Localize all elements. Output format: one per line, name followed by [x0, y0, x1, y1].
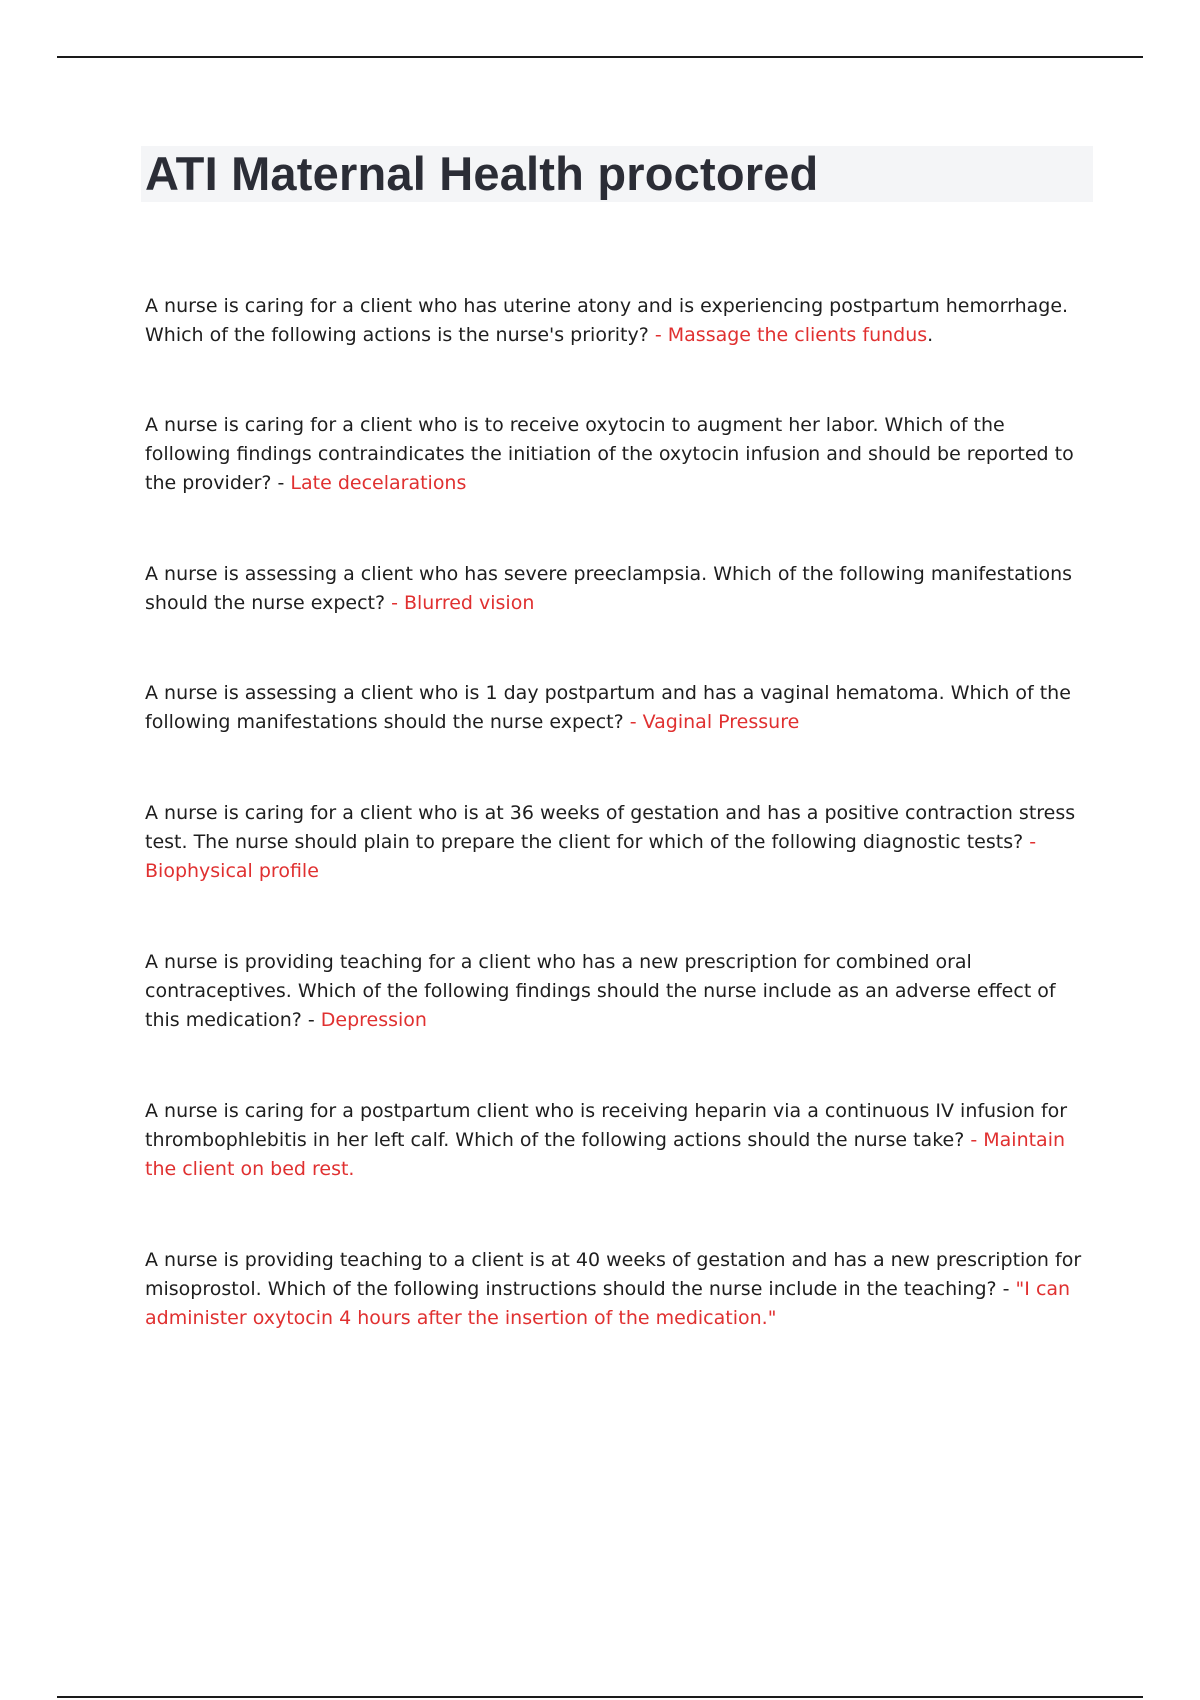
answer-text: - Maintain the client on bed rest.: [145, 1129, 1066, 1180]
answer-text: - Blurred vision: [385, 592, 535, 614]
answer-text: Late decelarations: [284, 472, 467, 494]
question-text: A nurse is assessing a client who is 1 day postpartum and has a vaginal hematoma. Which of the following manifestations should the nurse expect?: [145, 682, 1071, 733]
bottom-rule: [57, 1696, 1143, 1698]
answer-text: - Massage the clients fundus: [648, 324, 928, 346]
qa-item-7: [145, 1097, 1095, 1184]
question-text: A nurse is caring for a client who is to receive oxytocin to augment her labor. Which of the following findings contraindicates the initiation of the oxytocin infusion and should be reported to the provider? -: [145, 414, 1074, 494]
question-text: A nurse is providing teaching to a client is at 40 weeks of gestation and has a new prescription for misoprostol. Which of the following instructions should the nurse include in the teaching? -: [145, 1249, 1082, 1300]
answer-text: - Biophysical profile: [145, 831, 1037, 882]
answer-suffix: .: [927, 324, 934, 346]
answer-text: Depression: [314, 1009, 427, 1031]
question-text: A nurse is providing teaching for a client who has a new prescription for combined oral contraceptives. Which of the following findings should the nurse include as an adverse effect of this medication? -: [145, 951, 1056, 1031]
answer-text: - Vaginal Pressure: [623, 711, 800, 733]
qa-item-5: [145, 799, 1095, 886]
question-text: A nurse is caring for a client who is at 36 weeks of gestation and has a positive contraction stress test. The nurse should plain to prepare the client for which of the following diagnostic tests?: [145, 802, 1076, 853]
page-title: ATI Maternal Health proctored: [145, 147, 819, 200]
qa-item-1: [145, 292, 1095, 350]
qa-item-6: [145, 948, 1095, 1035]
top-rule: [57, 56, 1143, 58]
qa-item-8: [145, 1246, 1095, 1333]
answer-text: "I can administer oxytocin 4 hours after the insertion of the medication.": [145, 1278, 1071, 1329]
qa-item-2: [145, 411, 1095, 498]
qa-item-4: [145, 679, 1095, 737]
question-text: A nurse is caring for a client who has uterine atony and is experiencing postpartum hemorrhage. Which of the following actions is the nurse's priority?: [145, 295, 1069, 346]
qa-item-3: [145, 560, 1095, 618]
question-text: A nurse is caring for a postpartum client who is receiving heparin via a continuous IV infusion for thrombophlebitis in her left calf. Which of the following actions should the nurse take?: [145, 1100, 1068, 1151]
question-text: A nurse is assessing a client who has severe preeclampsia. Which of the following manifestations should the nurse expect?: [145, 563, 1073, 614]
